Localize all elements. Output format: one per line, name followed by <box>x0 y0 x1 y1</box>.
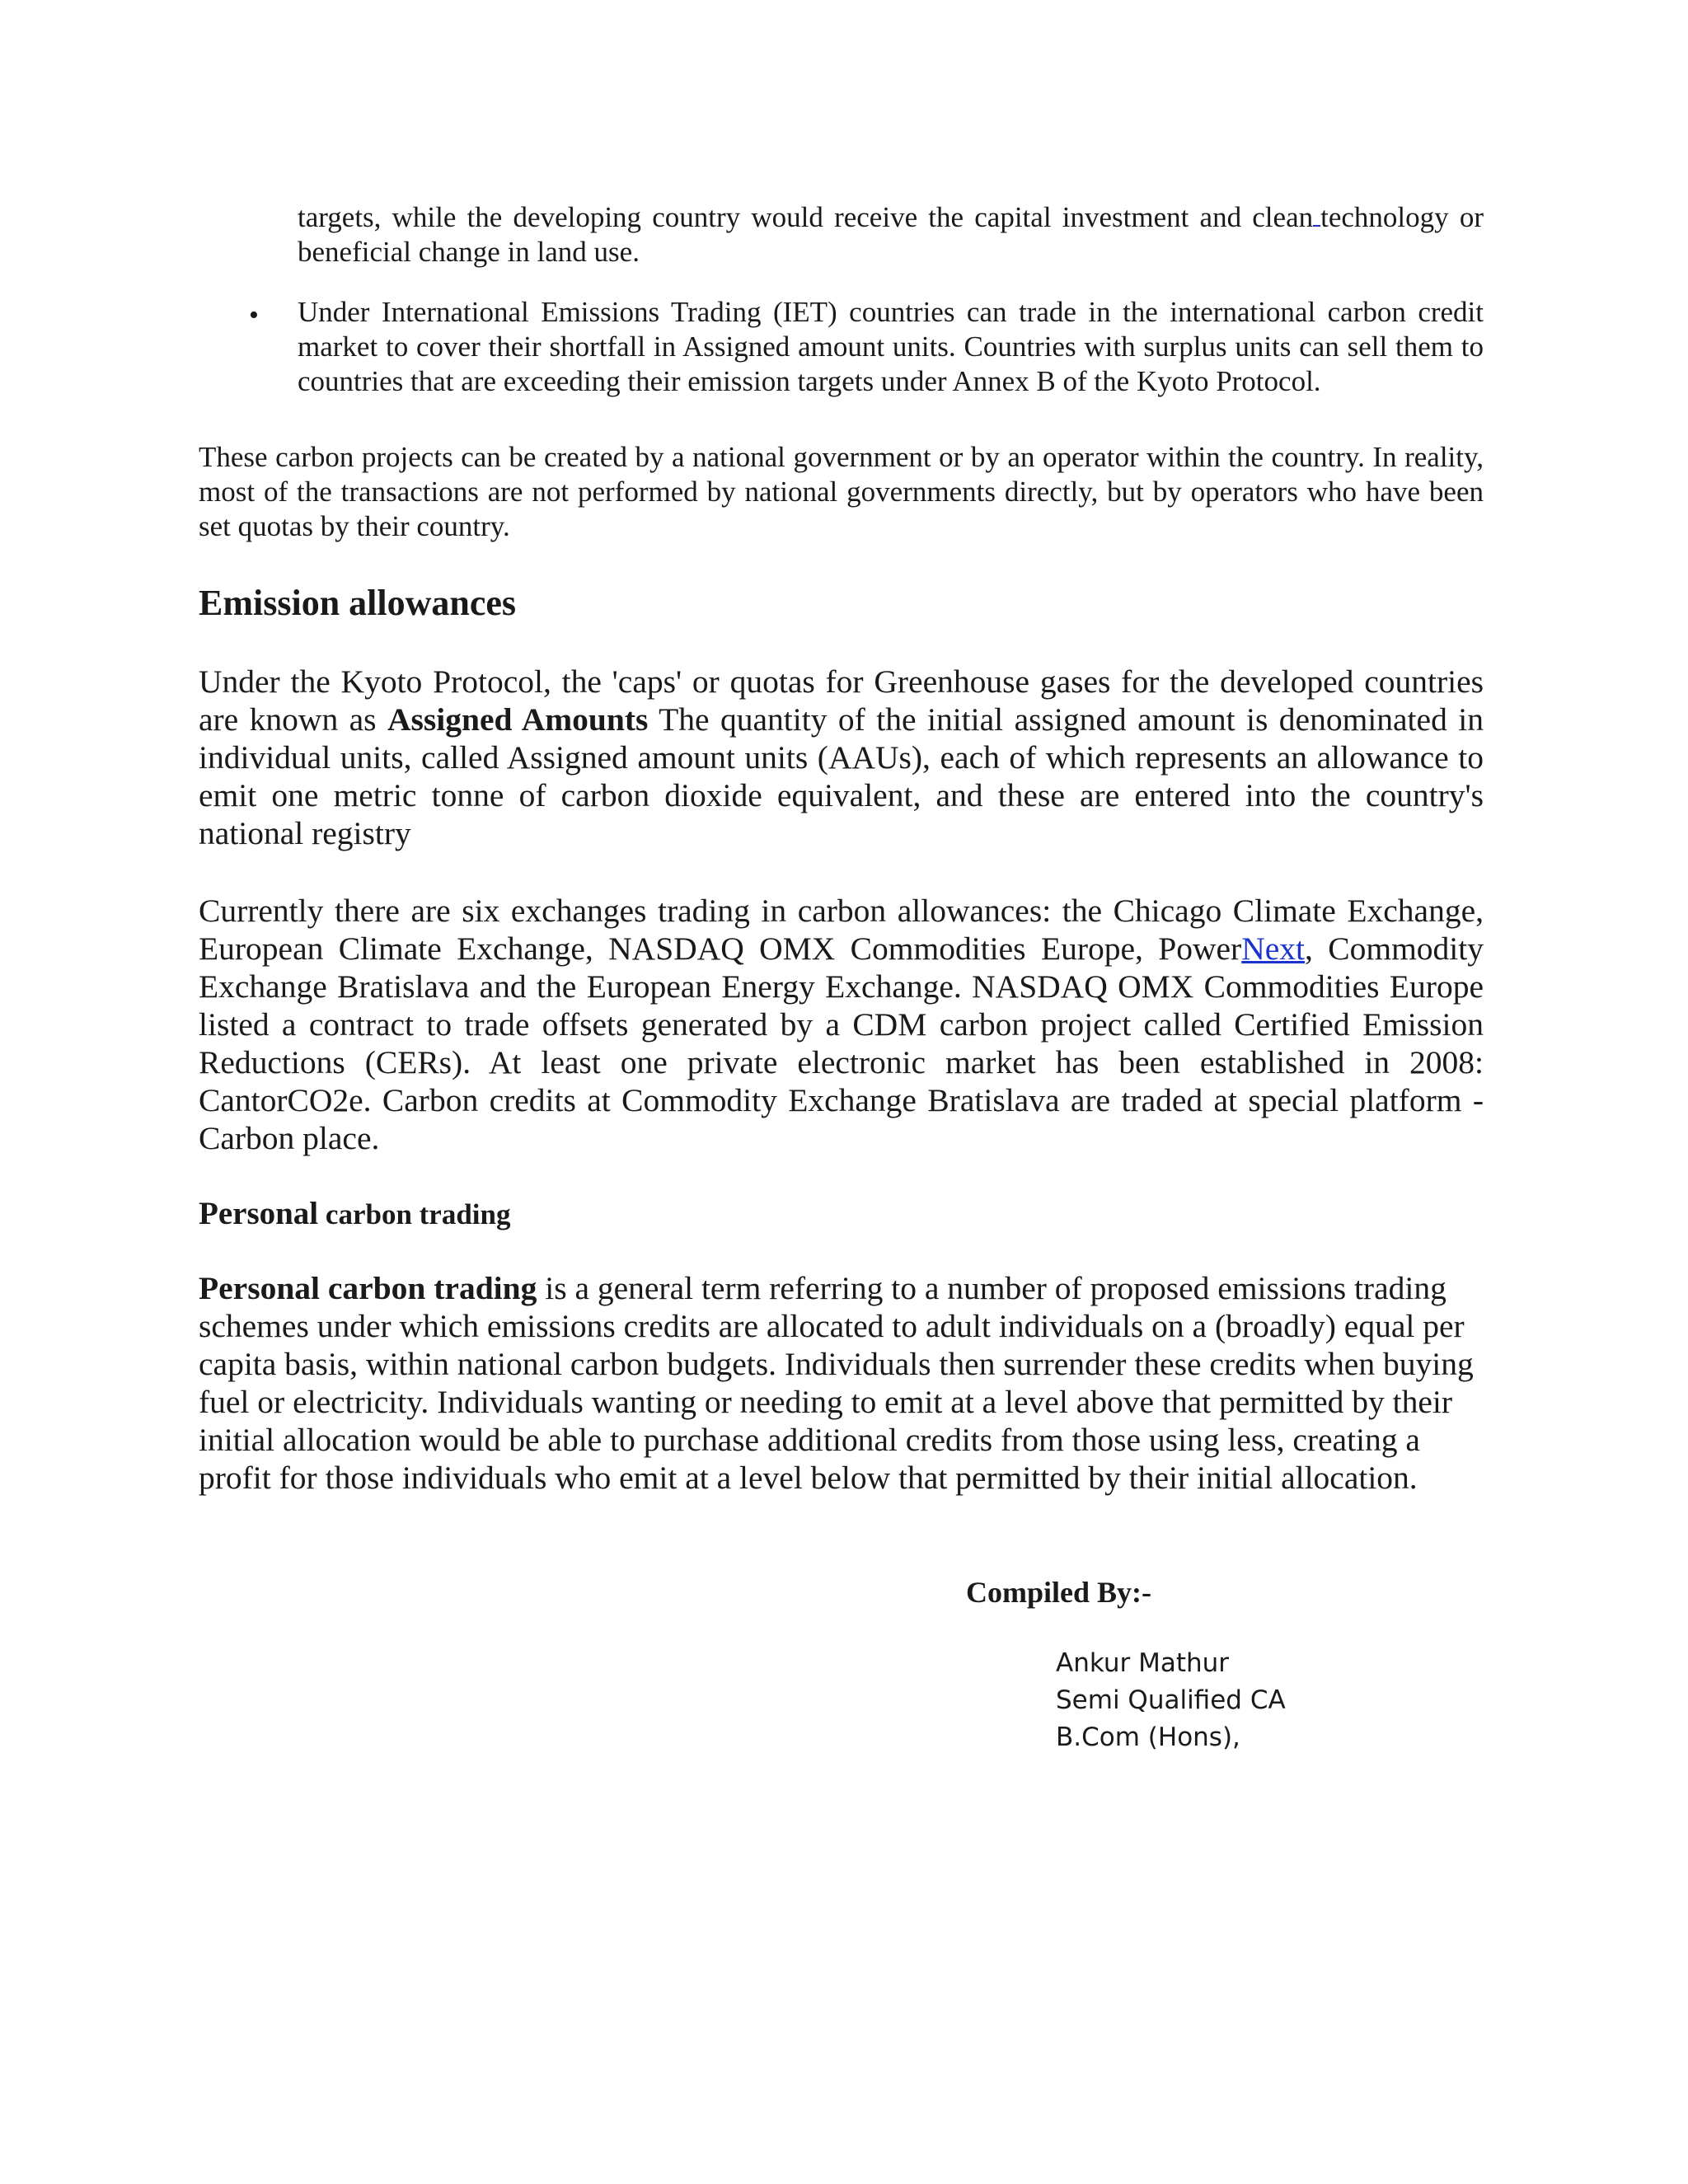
term-assigned-amounts: Assigned Amounts <box>387 701 649 738</box>
kyoto-text-start: Under the Kyoto Protocol, the 'caps' or quotas for Greenhouse gases for the developed countries are known as <box>199 663 1484 738</box>
paragraph-carbon-projects: These carbon projects can be created by a national government or by an operator within the country. In reality, most of the transactions are not performed by national governments directly, but by operators who have been set quotas by their country. <box>199 441 1484 542</box>
link-underline-mark <box>1313 224 1320 227</box>
powernext-link[interactable]: Next <box>1241 930 1305 967</box>
paragraph-carbon-exchanges <box>199 892 1484 1157</box>
heading-personal-carbon-trading <box>199 1195 511 1239</box>
author-name: Ankur Mathur <box>1056 1648 1230 1678</box>
paragraph-kyoto-protocol <box>199 663 1484 852</box>
personal-text: is a general term referring to a number of proposed emissions trading schemes under which emissions credits are allocated to adult individuals on a (broadly) equal per capita basis, within national carbon budgets. Individuals then surrender these credits when buying fuel or electricity. Individuals wanting or needing to emit at a level above that permitted by their initial allocation would be able to purchase additional credits from those using less, creating a profit for those individuals who emit at a level below that permitted by their initial allocation. <box>199 1270 1474 1496</box>
heading-emission-allowances: Emission allowances <box>199 583 517 623</box>
term-personal-carbon-trading: Personal carbon trading <box>199 1270 537 1306</box>
continuation-text-end: technology or beneficial change in land use. <box>298 201 1484 268</box>
bullet-text: Under International Emissions Trading (IET) countries can trade in the international carbon credit market to cover their shortfall in Assigned amount units. Countries with surplus units can sell them to countries that are exceeding their emission targets under Annex B of the Kyoto Protocol. <box>298 296 1484 397</box>
exchanges-text-start: Currently there are six exchanges trading in carbon allowances: the Chicago Climate Exchange, European Climate Exchange, NASDAQ OMX Commodities Europe, Power <box>199 893 1484 967</box>
kyoto-text-end: The quantity of the initial assigned amount is denominated in individual units, called Assigned amount units (AAUs), each of which represents an allowance to emit one metric tonne of carbon dioxide equivalent, and these are entered into the country's national registry <box>199 701 1484 851</box>
heading-personal-word: Personal <box>199 1196 319 1231</box>
paragraph-cdm-continuation <box>298 200 1484 269</box>
author-qualification: Semi Qualified CA <box>1056 1685 1286 1715</box>
heading-personal-rest: carbon trading <box>318 1198 511 1230</box>
bullet-item-iet <box>298 295 1484 399</box>
compiled-by-label: Compiled By:- <box>966 1576 1151 1609</box>
author-degree: B.Com (Hons), <box>1056 1722 1240 1752</box>
bullet-icon: • <box>249 300 259 330</box>
paragraph-personal-carbon-trading <box>199 1269 1484 1497</box>
continuation-text-start: targets, while the developing country would receive the capital investment and clean <box>298 201 1314 233</box>
author-block <box>1056 1645 1286 1756</box>
exchanges-text-end: , Commodity Exchange Bratislava and the European Energy Exchange. NASDAQ OMX Commodities Europe listed a contract to trade offsets generated by a CDM carbon project called Certified Emission Reductions (CERs). At least one private electronic market has been established in 2008: CantorCO2e. Carbon credits at Commodity Exchange Bratislava are traded at special platform - Carbon place. <box>199 930 1484 1156</box>
